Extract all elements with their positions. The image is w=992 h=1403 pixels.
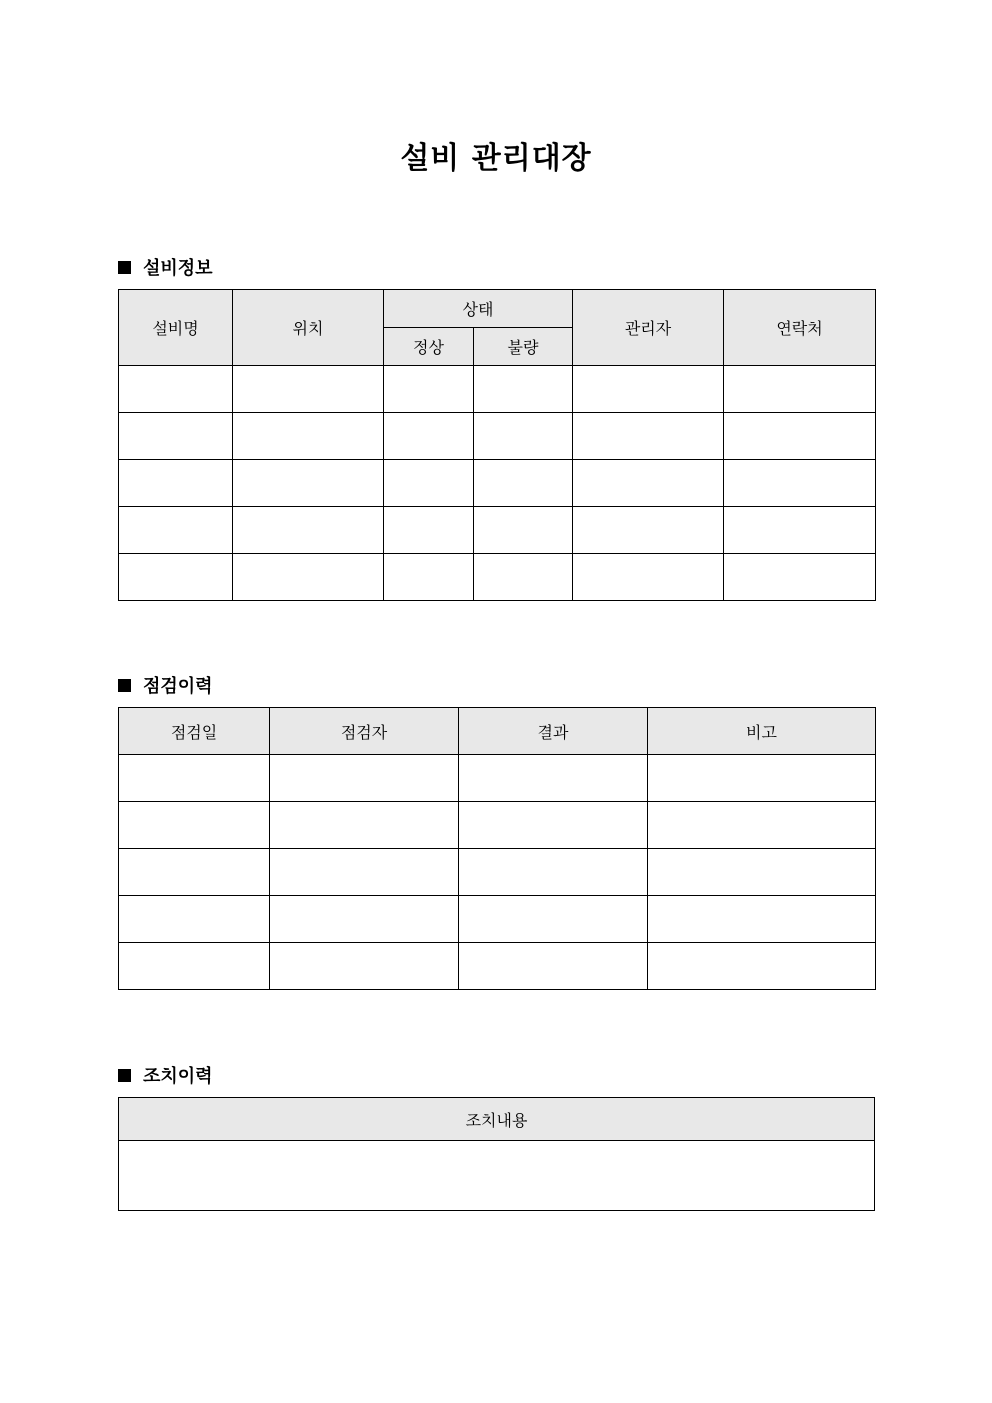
table-cell[interactable] xyxy=(119,896,270,943)
section-heading-inspection xyxy=(118,672,213,698)
table-cell[interactable] xyxy=(724,366,876,413)
page-title: 설비 관리대장 xyxy=(400,141,592,176)
table-cell[interactable] xyxy=(270,755,459,802)
action-content-cell[interactable] xyxy=(119,1141,875,1211)
header-manager: 관리자 xyxy=(573,290,724,366)
table-row xyxy=(119,554,876,601)
table-cell[interactable] xyxy=(384,413,474,460)
table-cell[interactable] xyxy=(459,802,648,849)
table-cell[interactable] xyxy=(119,755,270,802)
table-cell[interactable] xyxy=(233,507,384,554)
table-cell[interactable] xyxy=(573,366,724,413)
square-bullet-icon xyxy=(118,679,131,692)
table-cell[interactable] xyxy=(119,554,233,601)
table-cell[interactable] xyxy=(119,366,233,413)
table-cell[interactable] xyxy=(459,943,648,990)
section-heading-label: 조치이력 xyxy=(143,1066,213,1087)
table-row xyxy=(119,507,876,554)
table-cell[interactable] xyxy=(384,366,474,413)
header-result: 결과 xyxy=(459,708,648,755)
header-remarks: 비고 xyxy=(648,708,876,755)
table-cell[interactable] xyxy=(474,413,573,460)
section-heading-equipment xyxy=(118,254,213,280)
header-status-normal: 정상 xyxy=(384,328,474,366)
table-row xyxy=(119,849,876,896)
table-cell[interactable] xyxy=(233,460,384,507)
table-cell[interactable] xyxy=(648,802,876,849)
equipment-table xyxy=(118,289,876,601)
table-cell[interactable] xyxy=(648,896,876,943)
table-cell[interactable] xyxy=(119,849,270,896)
table-cell[interactable] xyxy=(648,849,876,896)
table-cell[interactable] xyxy=(270,849,459,896)
table-cell[interactable] xyxy=(573,413,724,460)
table-row xyxy=(119,755,876,802)
header-location: 위치 xyxy=(233,290,384,366)
table-cell[interactable] xyxy=(474,507,573,554)
table-cell[interactable] xyxy=(724,413,876,460)
header-action-content: 조치내용 xyxy=(119,1098,875,1141)
table-cell[interactable] xyxy=(119,507,233,554)
table-cell[interactable] xyxy=(573,554,724,601)
table-cell[interactable] xyxy=(270,943,459,990)
table-cell[interactable] xyxy=(459,896,648,943)
table-cell[interactable] xyxy=(724,554,876,601)
table-row xyxy=(119,413,876,460)
table-row xyxy=(119,460,876,507)
table-cell[interactable] xyxy=(270,896,459,943)
header-inspector: 점검자 xyxy=(270,708,459,755)
table-cell[interactable] xyxy=(459,755,648,802)
table-cell[interactable] xyxy=(724,507,876,554)
table-cell[interactable] xyxy=(119,460,233,507)
section-heading-action xyxy=(118,1062,213,1088)
table-cell[interactable] xyxy=(384,460,474,507)
header-status: 상태 xyxy=(384,290,573,328)
header-equipment-name: 설비명 xyxy=(119,290,233,366)
section-heading-label: 점검이력 xyxy=(143,676,213,697)
section-heading-label: 설비정보 xyxy=(143,258,213,279)
table-row xyxy=(119,366,876,413)
table-cell[interactable] xyxy=(384,554,474,601)
table-cell[interactable] xyxy=(233,413,384,460)
table-cell[interactable] xyxy=(648,943,876,990)
table-cell[interactable] xyxy=(573,507,724,554)
square-bullet-icon xyxy=(118,1069,131,1082)
header-contact: 연락처 xyxy=(724,290,876,366)
inspection-table xyxy=(118,707,876,990)
table-row xyxy=(119,896,876,943)
table-cell[interactable] xyxy=(474,460,573,507)
table-cell[interactable] xyxy=(233,366,384,413)
table-cell[interactable] xyxy=(573,460,724,507)
table-cell[interactable] xyxy=(474,366,573,413)
header-status-defect: 불량 xyxy=(474,328,573,366)
action-table xyxy=(118,1097,875,1211)
header-inspection-date: 점검일 xyxy=(119,708,270,755)
table-cell[interactable] xyxy=(474,554,573,601)
table-cell[interactable] xyxy=(459,849,648,896)
table-row xyxy=(119,802,876,849)
table-cell[interactable] xyxy=(119,943,270,990)
table-cell[interactable] xyxy=(648,755,876,802)
table-cell[interactable] xyxy=(119,413,233,460)
table-cell[interactable] xyxy=(119,802,270,849)
table-cell[interactable] xyxy=(384,507,474,554)
table-cell[interactable] xyxy=(724,460,876,507)
square-bullet-icon xyxy=(118,261,131,274)
table-row xyxy=(119,943,876,990)
table-cell[interactable] xyxy=(233,554,384,601)
table-cell[interactable] xyxy=(270,802,459,849)
